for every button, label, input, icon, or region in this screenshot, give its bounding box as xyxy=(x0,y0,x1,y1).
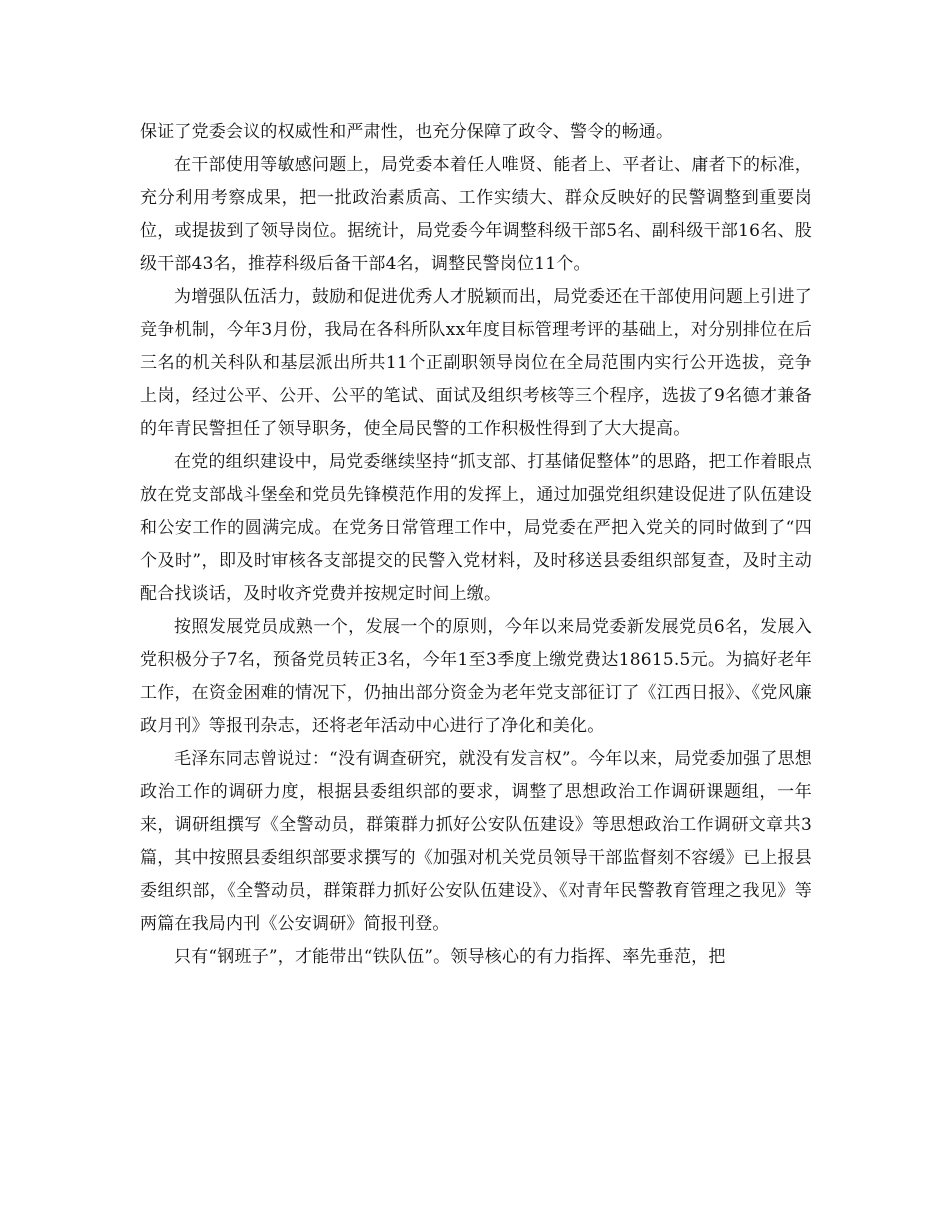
paragraph-6: 毛泽东同志曾说过：“没有调查研究，就没有发言权”。今年以来，局党委加强了思想政治工作的调研力度，根据县委组织部的要求，调整了思想政治工作调研课题组，一年来，调研组撰写《全警动员，群策群力抓好公安队伍建设》等思想政治工作调研文章共3篇，其中按照县委组织部要求撰写的《加强对机关党员领导干部监督刻不容缓》已上报县委组织部，《全警动员，群策群力抓好公安队伍建设》、《对青年民警教育管理之我见》等两篇在我局内刊《公安调研》简报刊登。 xyxy=(140,749,812,934)
paragraph-5: 按照发展党员成熟一个，发展一个的原则，今年以来局党委新发展党员6名，发展入党积极分子7名，预备党员转正3名，今年1至3季度上缴党费达18615.5元。为搞好老年工作，在资金困难的情况下，仍抽出部分资金为老年党支部征订了《江西日报》、《党风廉政月刊》等报刊杂志，还将老年活动中心进行了净化和美化。 xyxy=(140,617,812,736)
paragraph-3: 为增强队伍活力，鼓励和促进优秀人才脱颖而出，局党委还在干部使用问题上引进了竞争机制，今年3月份，我局在各科所队xx年度目标管理考评的基础上，对分别排位在后三名的机关科队和基层派出所共11个正副职领导岗位在全局范围内实行公开选拔，竞争上岗，经过公平、公开、公平的笔试、面试及组织考核等三个程序，选拔了9名德才兼备的年青民警担任了领导职务，使全局民警的工作积极性得到了大大提高。 xyxy=(140,287,812,439)
paragraph-7: 只有“钢班子”，才能带出“铁队伍”。领导核心的有力指挥、率先垂范，把 xyxy=(174,947,726,967)
document-body xyxy=(140,116,812,974)
paragraph-4: 在党的组织建设中，局党委继续坚持“抓支部、打基储促整体”的思路，把工作着眼点放在党支部战斗堡垒和党员先锋模范作用的发挥上，通过加强党组织建设促进了队伍建设和公安工作的圆满完成。在党务日常管理工作中，局党委在严把入党关的同时做到了“四个及时”，即及时审核各支部提交的民警入党材料，及时移送县委组织部复查，及时主动配合找谈话，及时收齐党费并按规定时间上缴。 xyxy=(140,452,812,604)
paragraph-1: 保证了党委会议的权威性和严肃性，也充分保障了政令、警令的畅通。 xyxy=(140,122,674,142)
paragraph-2: 在干部使用等敏感问题上，局党委本着任人唯贤、能者上、平者让、庸者下的标准，充分利用考察成果，把一批政治素质高、工作实绩大、群众反映好的民警调整到重要岗位，或提拔到了领导岗位。据统计，局党委今年调整科级干部5名、副科级干部16名、股级干部43名，推荐科级后备干部4名，调整民警岗位11个。 xyxy=(140,155,812,274)
